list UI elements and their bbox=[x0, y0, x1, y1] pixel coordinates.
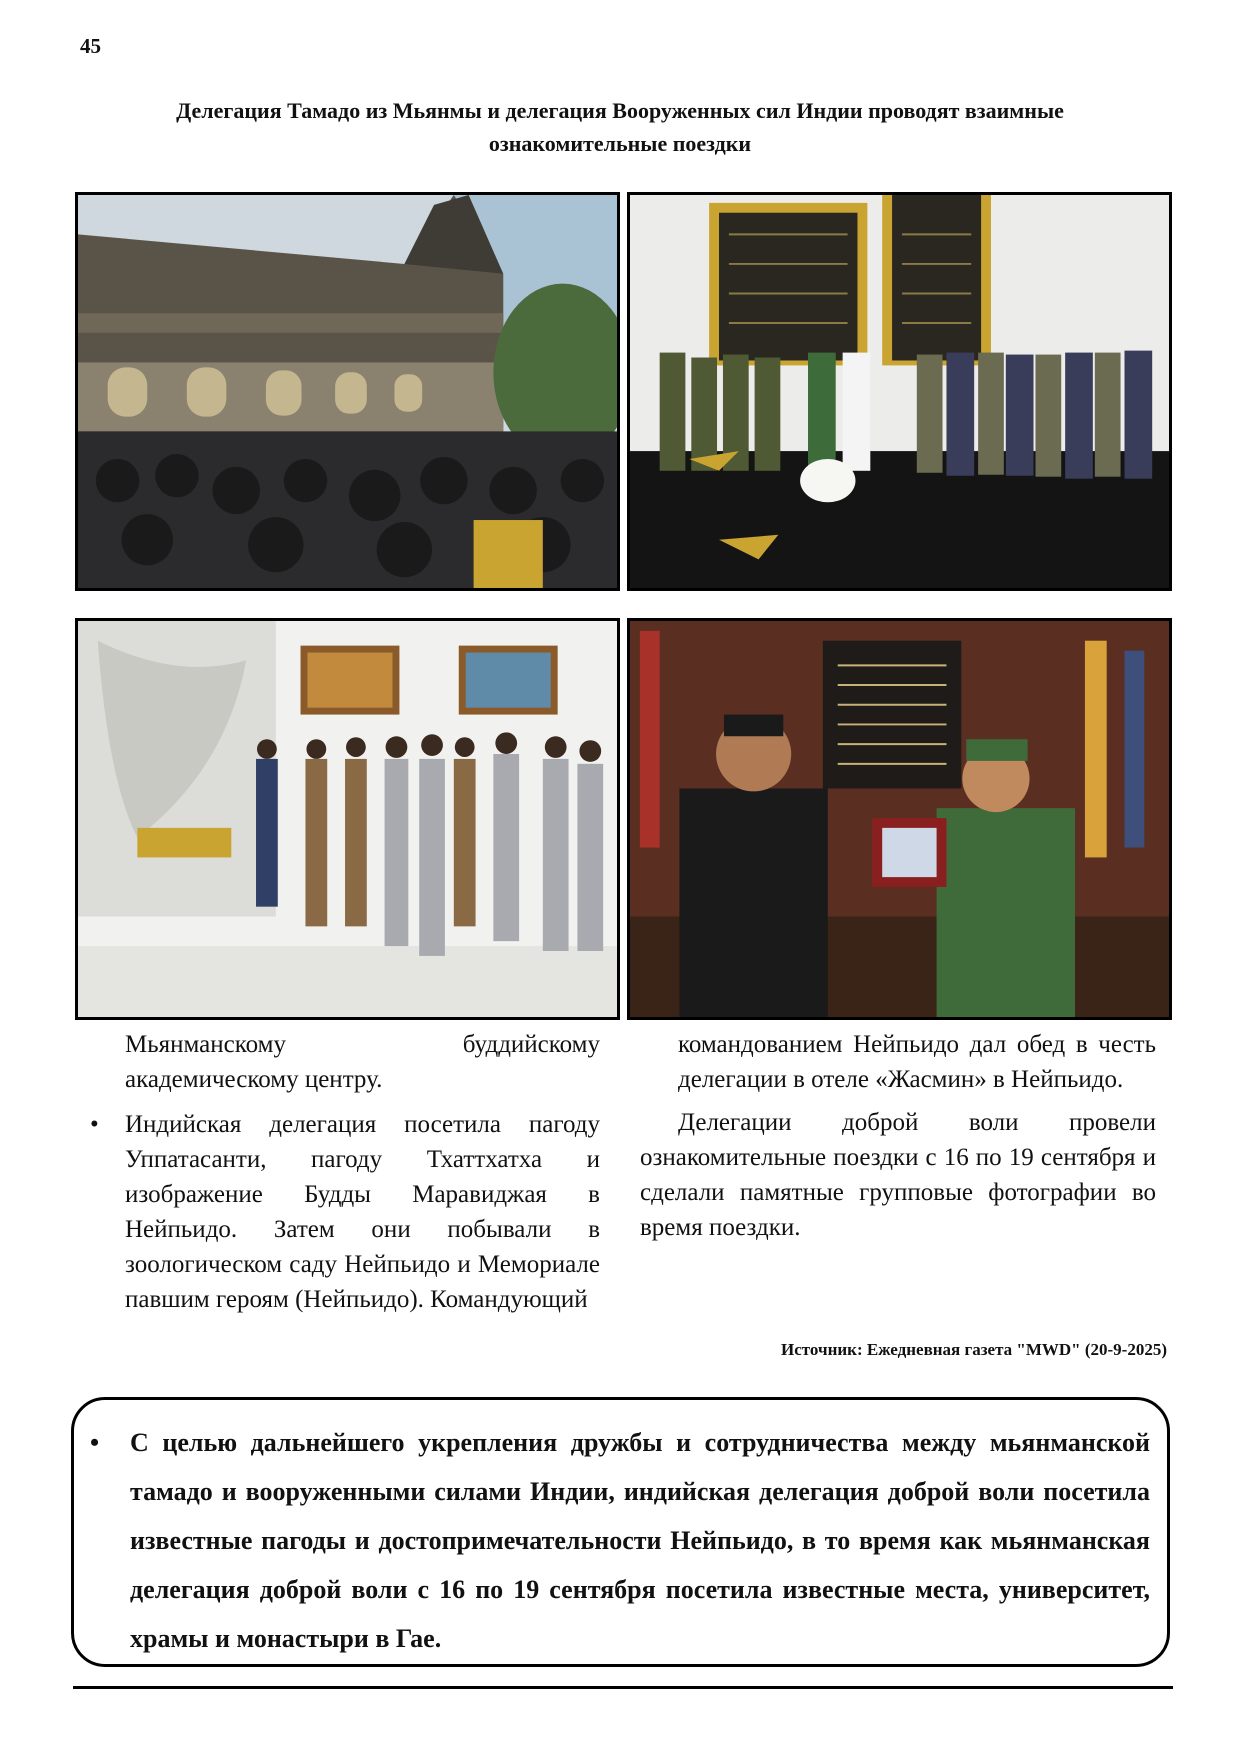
officers-exchange-image bbox=[630, 621, 1169, 1017]
plaque-exchange-photo bbox=[627, 618, 1172, 1020]
summary-text: С целью дальнейшего укрепления дружбы и сотрудничества между мьянманской тамадо и вооруженными силами Индии, индийская делегация доброй воли посетила известные пагоды и достопримечательности Нейпьидо, в то время как мьянманская делегация доброй воли с 16 по 19 сентября посетила известные места, университет, храмы и монастыри в Гае. bbox=[130, 1428, 1150, 1653]
left-bullet-list bbox=[90, 1107, 600, 1317]
page-number: 45 bbox=[80, 34, 101, 58]
summary-bullet-marker: • bbox=[90, 1428, 100, 1457]
bottom-rule bbox=[73, 1686, 1173, 1689]
source-note: Источник: Ежедневная газета "MWD" (20-9-2025) bbox=[781, 1340, 1167, 1359]
right-paragraph: Делегации доброй воли провели ознакомительные поездки с 16 по 19 сентября и сделали памятные групповые фотографии во время поездки. bbox=[640, 1109, 1156, 1241]
article-title: Делегация Тамадо из Мьянмы и делегация Вооруженных сил Индии проводят взаимные ознакомительные поездки bbox=[176, 98, 1064, 156]
gallery-visit-image bbox=[78, 621, 617, 1017]
memorial-salute-photo bbox=[627, 192, 1172, 591]
right-continued-text: командованием Нейпьидо дал обед в честь делегации в отеле «Жасмин» в Нейпьидо. bbox=[678, 1031, 1156, 1093]
right-column bbox=[640, 1027, 1156, 1245]
temple-delegation-photo bbox=[75, 192, 620, 591]
temple-crowd-image bbox=[78, 195, 617, 588]
left-bullet-text: Индийская делегация посетила пагоду Уппатасанти, пагоду Тхаттхатха и изображение Будды Маравиджая в Нейпьидо. Затем они побывали в зоологическом саду Нейпьидо и Мемориале павшим героям (Нейпьидо). Командующий bbox=[125, 1111, 600, 1313]
buddhist-center-photo bbox=[75, 618, 620, 1020]
left-column bbox=[90, 1027, 600, 1317]
bullet-marker: • bbox=[90, 1111, 99, 1138]
left-continued-text: Мьянманскому буддийскому академическому центру. bbox=[125, 1031, 600, 1093]
memorial-wall-image bbox=[630, 195, 1169, 588]
list-item bbox=[90, 1107, 600, 1317]
